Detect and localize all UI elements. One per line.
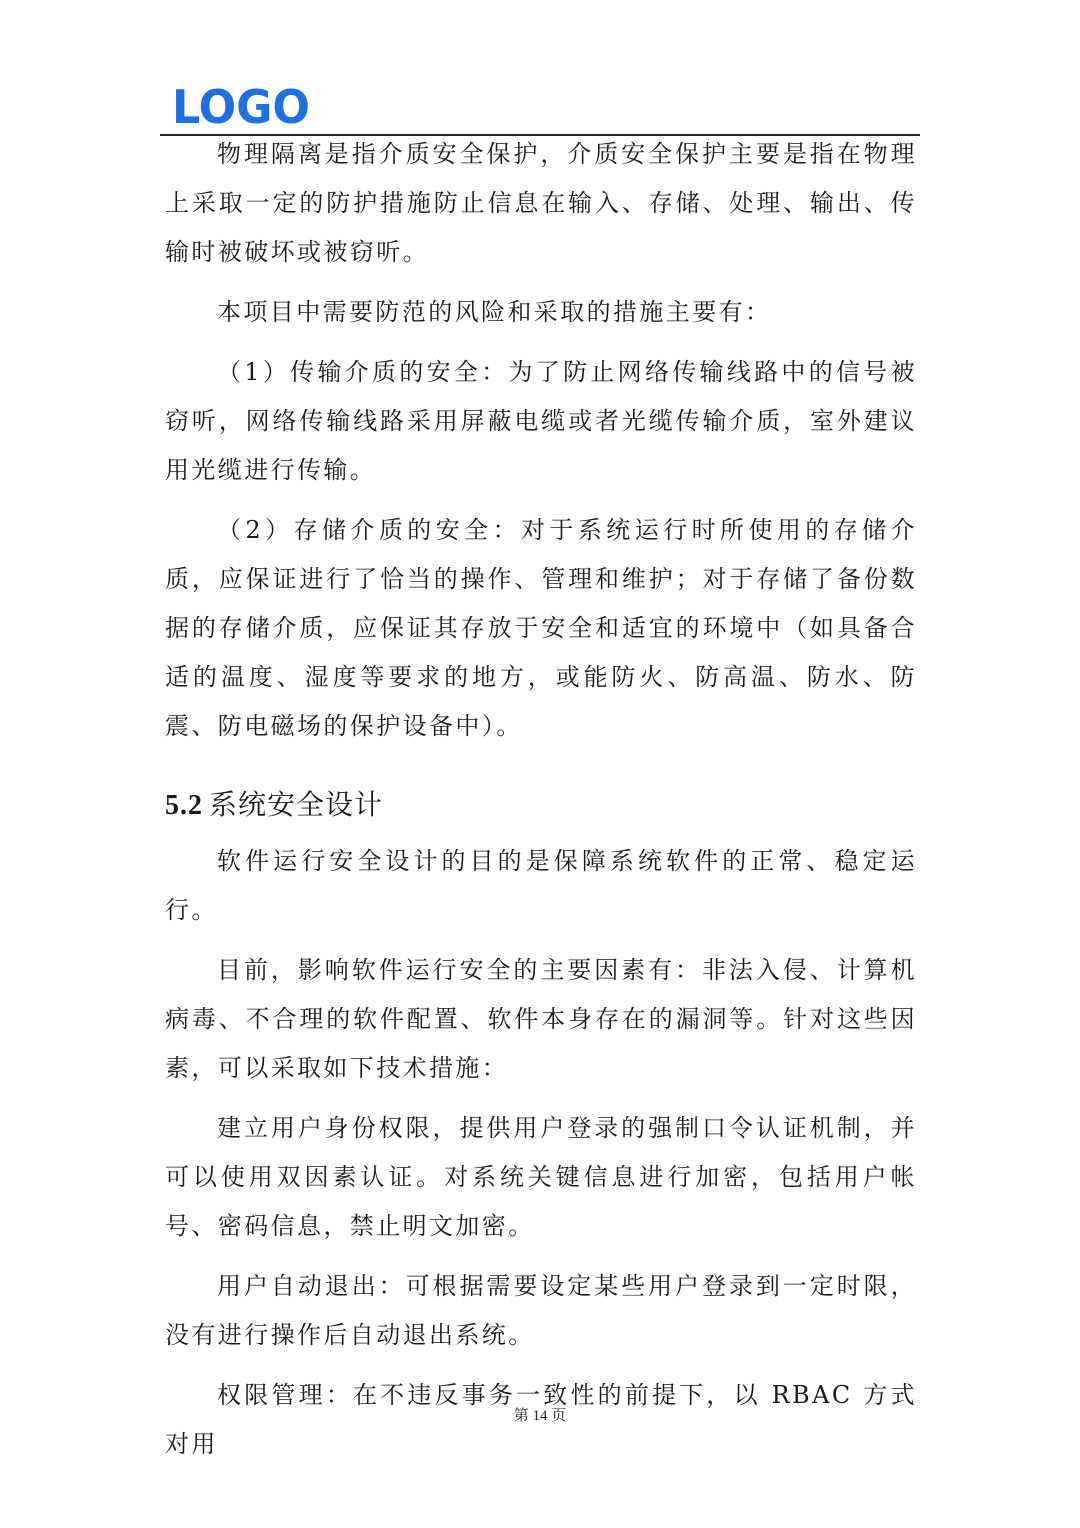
paragraph-storage-media: （2）存储介质的安全：对于系统运行时所使用的存储介质，应保证进行了恰当的操作、管理和维护；对于存储了备份数据的存储介质，应保证其存放于安全和适宜的环境中（如具备合适的温度、湿度等要求的地方，或能防火、防高温、防水、防震、防电磁场的保护设备中）。	[165, 516, 917, 740]
paragraph-physical-isolation: 物理隔离是指介质安全保护，介质安全保护主要是指在物理上采取一定的防护措施防止信息在输入、存储、处理、输出、传输时被破坏或被窃听。	[165, 140, 917, 266]
section-heading	[165, 773, 917, 837]
paragraph-risks-intro: 本项目中需要防范的风险和采取的措施主要有：	[217, 298, 772, 326]
paragraph-software-safety-goal: 软件运行安全设计的目的是保障系统软件的正常、稳定运行。	[165, 847, 917, 924]
paragraph-risk-factors: 目前，影响软件运行安全的主要因素有：非法入侵、计算机病毒、不合理的软件配置、软件本身存在的漏洞等。针对这些因素，可以采取如下技术措施：	[165, 956, 917, 1082]
logo-text: LOGO	[172, 86, 310, 128]
paragraph-permission-management: 权限管理：在不违反事务一致性的前提下，以 RBAC 方式对用	[165, 1381, 917, 1458]
document-body	[165, 130, 917, 1469]
logo	[172, 86, 312, 128]
section-number: 5.2	[165, 790, 203, 821]
section-title: 系统安全设计	[209, 788, 384, 821]
paragraph-user-authentication: 建立用户身份权限，提供用户登录的强制口令认证机制，并可以使用双因素认证。对系统关键信息进行加密，包括用户帐号、密码信息，禁止明文加密。	[165, 1114, 917, 1240]
paragraph-auto-logout: 用户自动退出：可根据需要设定某些用户登录到一定时限，没有进行操作后自动退出系统。	[165, 1272, 917, 1349]
page-number: 第 14 页	[513, 1408, 567, 1424]
paragraph-transmission-media: （1）传输介质的安全：为了防止网络传输线路中的信号被窃听，网络传输线路采用屏蔽电缆或者光缆传输介质，室外建议用光缆进行传输。	[165, 358, 917, 484]
